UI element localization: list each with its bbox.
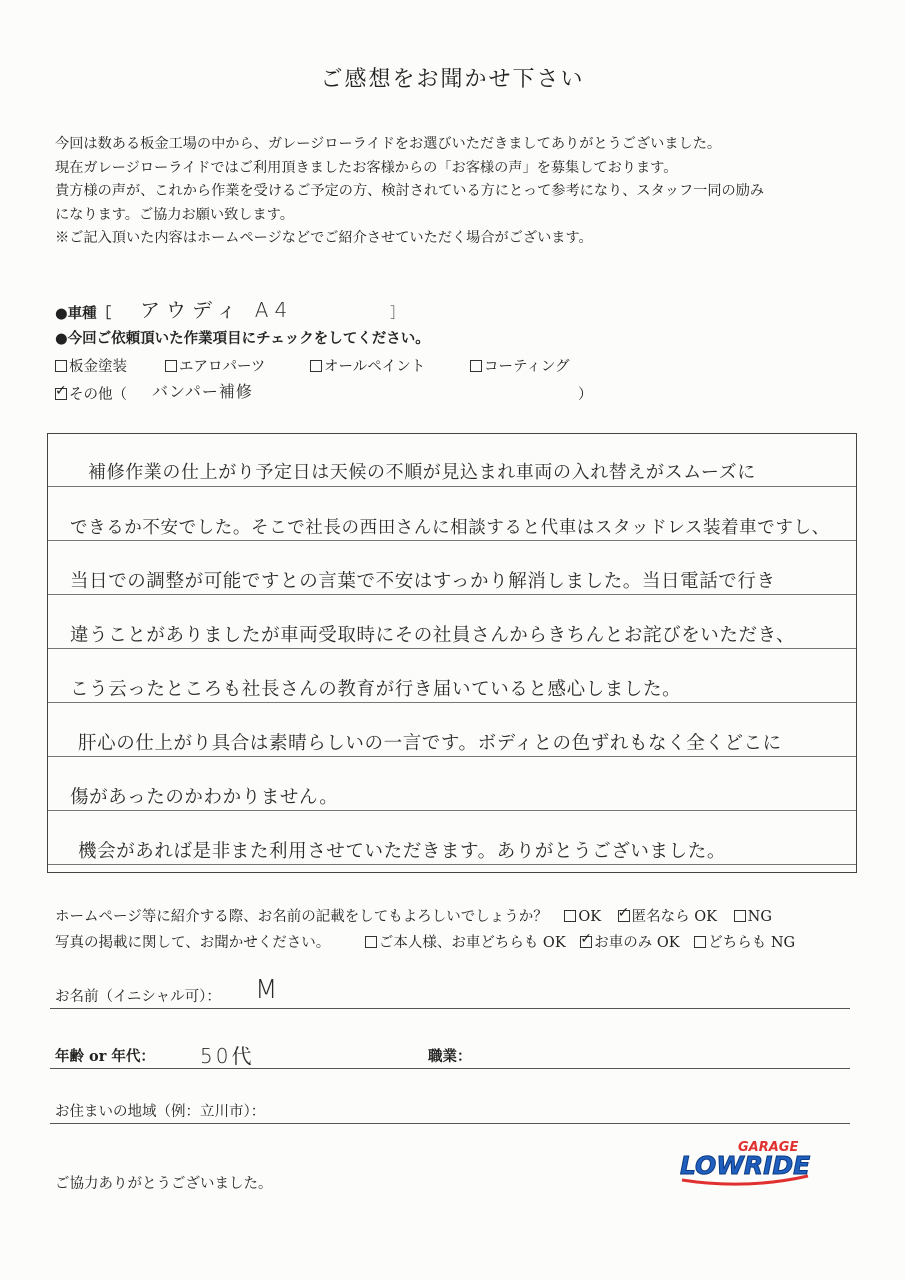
checkbox[interactable] (165, 360, 177, 372)
option-label: 板金塗装 (69, 359, 127, 375)
other-value[interactable]: バンパー補修 (152, 382, 253, 401)
comment-line: できるか不安でした。そこで社長の西田さんに相談すると代車はスタッドレス装着車ですし、 (70, 518, 830, 538)
ruled-line (48, 486, 856, 487)
option-label: ご本人様、お車どちらも OK (378, 935, 566, 951)
option-label: お車のみ OK (594, 935, 680, 951)
ruled-line (48, 756, 856, 757)
name-perm-anonymous[interactable] (618, 909, 717, 925)
logo-main-text: LOWRIDE (680, 1151, 811, 1180)
name-value[interactable]: M (255, 975, 278, 1005)
photo-perm-car-only[interactable] (580, 935, 679, 951)
option-label: コーティング (484, 359, 570, 375)
checkbox[interactable] (470, 360, 482, 372)
checkbox[interactable] (734, 910, 746, 922)
checkbox[interactable] (564, 910, 576, 922)
logo-graphic (676, 1136, 816, 1188)
page-title: ご感想をお聞かせ下さい (320, 67, 585, 92)
name-perm-ok[interactable] (564, 909, 601, 925)
intro-line: 今回は数ある板金工場の中から、ガレージローライドをお選びいただきましてありがとうございました。 (55, 136, 722, 152)
checkbox[interactable] (365, 936, 377, 948)
option-label: その他（ (69, 387, 127, 403)
intro-line: 貴方様の声が、これから作業を受けるご予定の方、検討されている方にとって参考になり、スタッフ一同の励み (55, 183, 765, 199)
intro-line: 現在ガレージローライドではご利用頂きましたお客様からの「お客様の声」を募集しております。 (55, 159, 678, 176)
name-permission-row (55, 905, 772, 926)
option-label: どちらも NG (708, 935, 796, 951)
option-label: 匿名なら OK (631, 909, 718, 925)
car-label: ●車種［ (55, 305, 112, 322)
option-label: エアロパーツ (179, 359, 266, 375)
ruled-line (48, 864, 856, 865)
work-option-coating[interactable] (470, 355, 570, 376)
photo-permission-row (55, 931, 795, 952)
age-underline (50, 1068, 850, 1069)
garage-lowride-logo (676, 1136, 816, 1188)
car-close: ］ (390, 306, 405, 322)
age-value[interactable]: 50代 (200, 1044, 255, 1068)
comment-line: 補修作業の仕上がり予定日は天候の不順が見込まれ車両の入れ替えがスムーズに (88, 462, 756, 483)
region-underline (50, 1123, 850, 1124)
intro-line: になります。ご協力お願い致します。 (55, 206, 294, 223)
work-label: ●今回ご依頼頂いた作業項目にチェックをしてください。 (55, 330, 430, 347)
name-label: お名前（イニシャル可）： (55, 989, 221, 1005)
checkbox[interactable] (310, 360, 322, 372)
work-option-allpaint[interactable] (310, 355, 425, 376)
comment-line: 傷があったのかわかりません。 (70, 787, 339, 808)
ruled-line (48, 810, 856, 811)
comment-line: 機会があれば是非また利用させていただきます。ありがとうございました。 (78, 841, 726, 862)
option-label: オールペイント (324, 359, 426, 375)
age-label: 年齢 or 年代： (55, 1048, 155, 1065)
ruled-line (48, 594, 856, 595)
ruled-line (48, 540, 856, 541)
name-underline (50, 1008, 850, 1009)
checkbox-checked[interactable] (55, 388, 67, 400)
photo-perm-ng[interactable] (694, 935, 795, 951)
work-option-other[interactable] (55, 383, 127, 404)
name-perm-ng[interactable] (734, 909, 772, 925)
car-value[interactable]: アウディ A4 (140, 298, 294, 322)
comment-line: 肝心の仕上がり具合は素晴らしいの一言です。ボディとの色ずれもなく全くどこに (78, 733, 782, 754)
comment-line: 違うことがありましたが車両受取時にその社員さんからきちんとお詫びをいただき、 (70, 625, 796, 646)
option-label: NG (747, 909, 772, 925)
photo-perm-both-ok[interactable] (365, 935, 566, 951)
checkbox-checked[interactable] (580, 936, 592, 948)
ruled-line (48, 648, 856, 649)
checkbox[interactable] (694, 936, 706, 948)
logo-top-text: GARAGE (738, 1140, 799, 1155)
option-label: OK (578, 909, 602, 925)
photo-permission-question: 写真の掲載に関して、お聞かせください。 (55, 935, 331, 951)
comment-box[interactable] (47, 433, 857, 873)
intro-text (55, 133, 855, 251)
job-label: 職業： (428, 1048, 472, 1065)
comment-line: 当日での調整が可能ですとの言葉で不安はすっかり解消しました。当日電話で行き (70, 571, 776, 592)
checkbox[interactable] (55, 360, 67, 372)
work-option-bankin[interactable] (55, 355, 127, 376)
thanks-text: ご協力ありがとうございました。 (55, 1176, 273, 1192)
comment-line: こう云ったところも社長さんの教育が行き届いていると感心しました。 (70, 679, 682, 700)
work-option-aero[interactable] (165, 355, 265, 376)
name-permission-question: ホームページ等に紹介する際、お名前の記載をしてもよろしいでしょうか？ (55, 909, 548, 925)
region-label: お住まいの地域（例：立川市）： (55, 1104, 266, 1120)
checkbox-checked[interactable] (618, 910, 630, 922)
intro-line: ※ご記入頂いた内容はホームページなどでご紹介させていただく場合がございます。 (55, 230, 593, 246)
other-close: ） (578, 387, 593, 403)
ruled-line (48, 702, 856, 703)
